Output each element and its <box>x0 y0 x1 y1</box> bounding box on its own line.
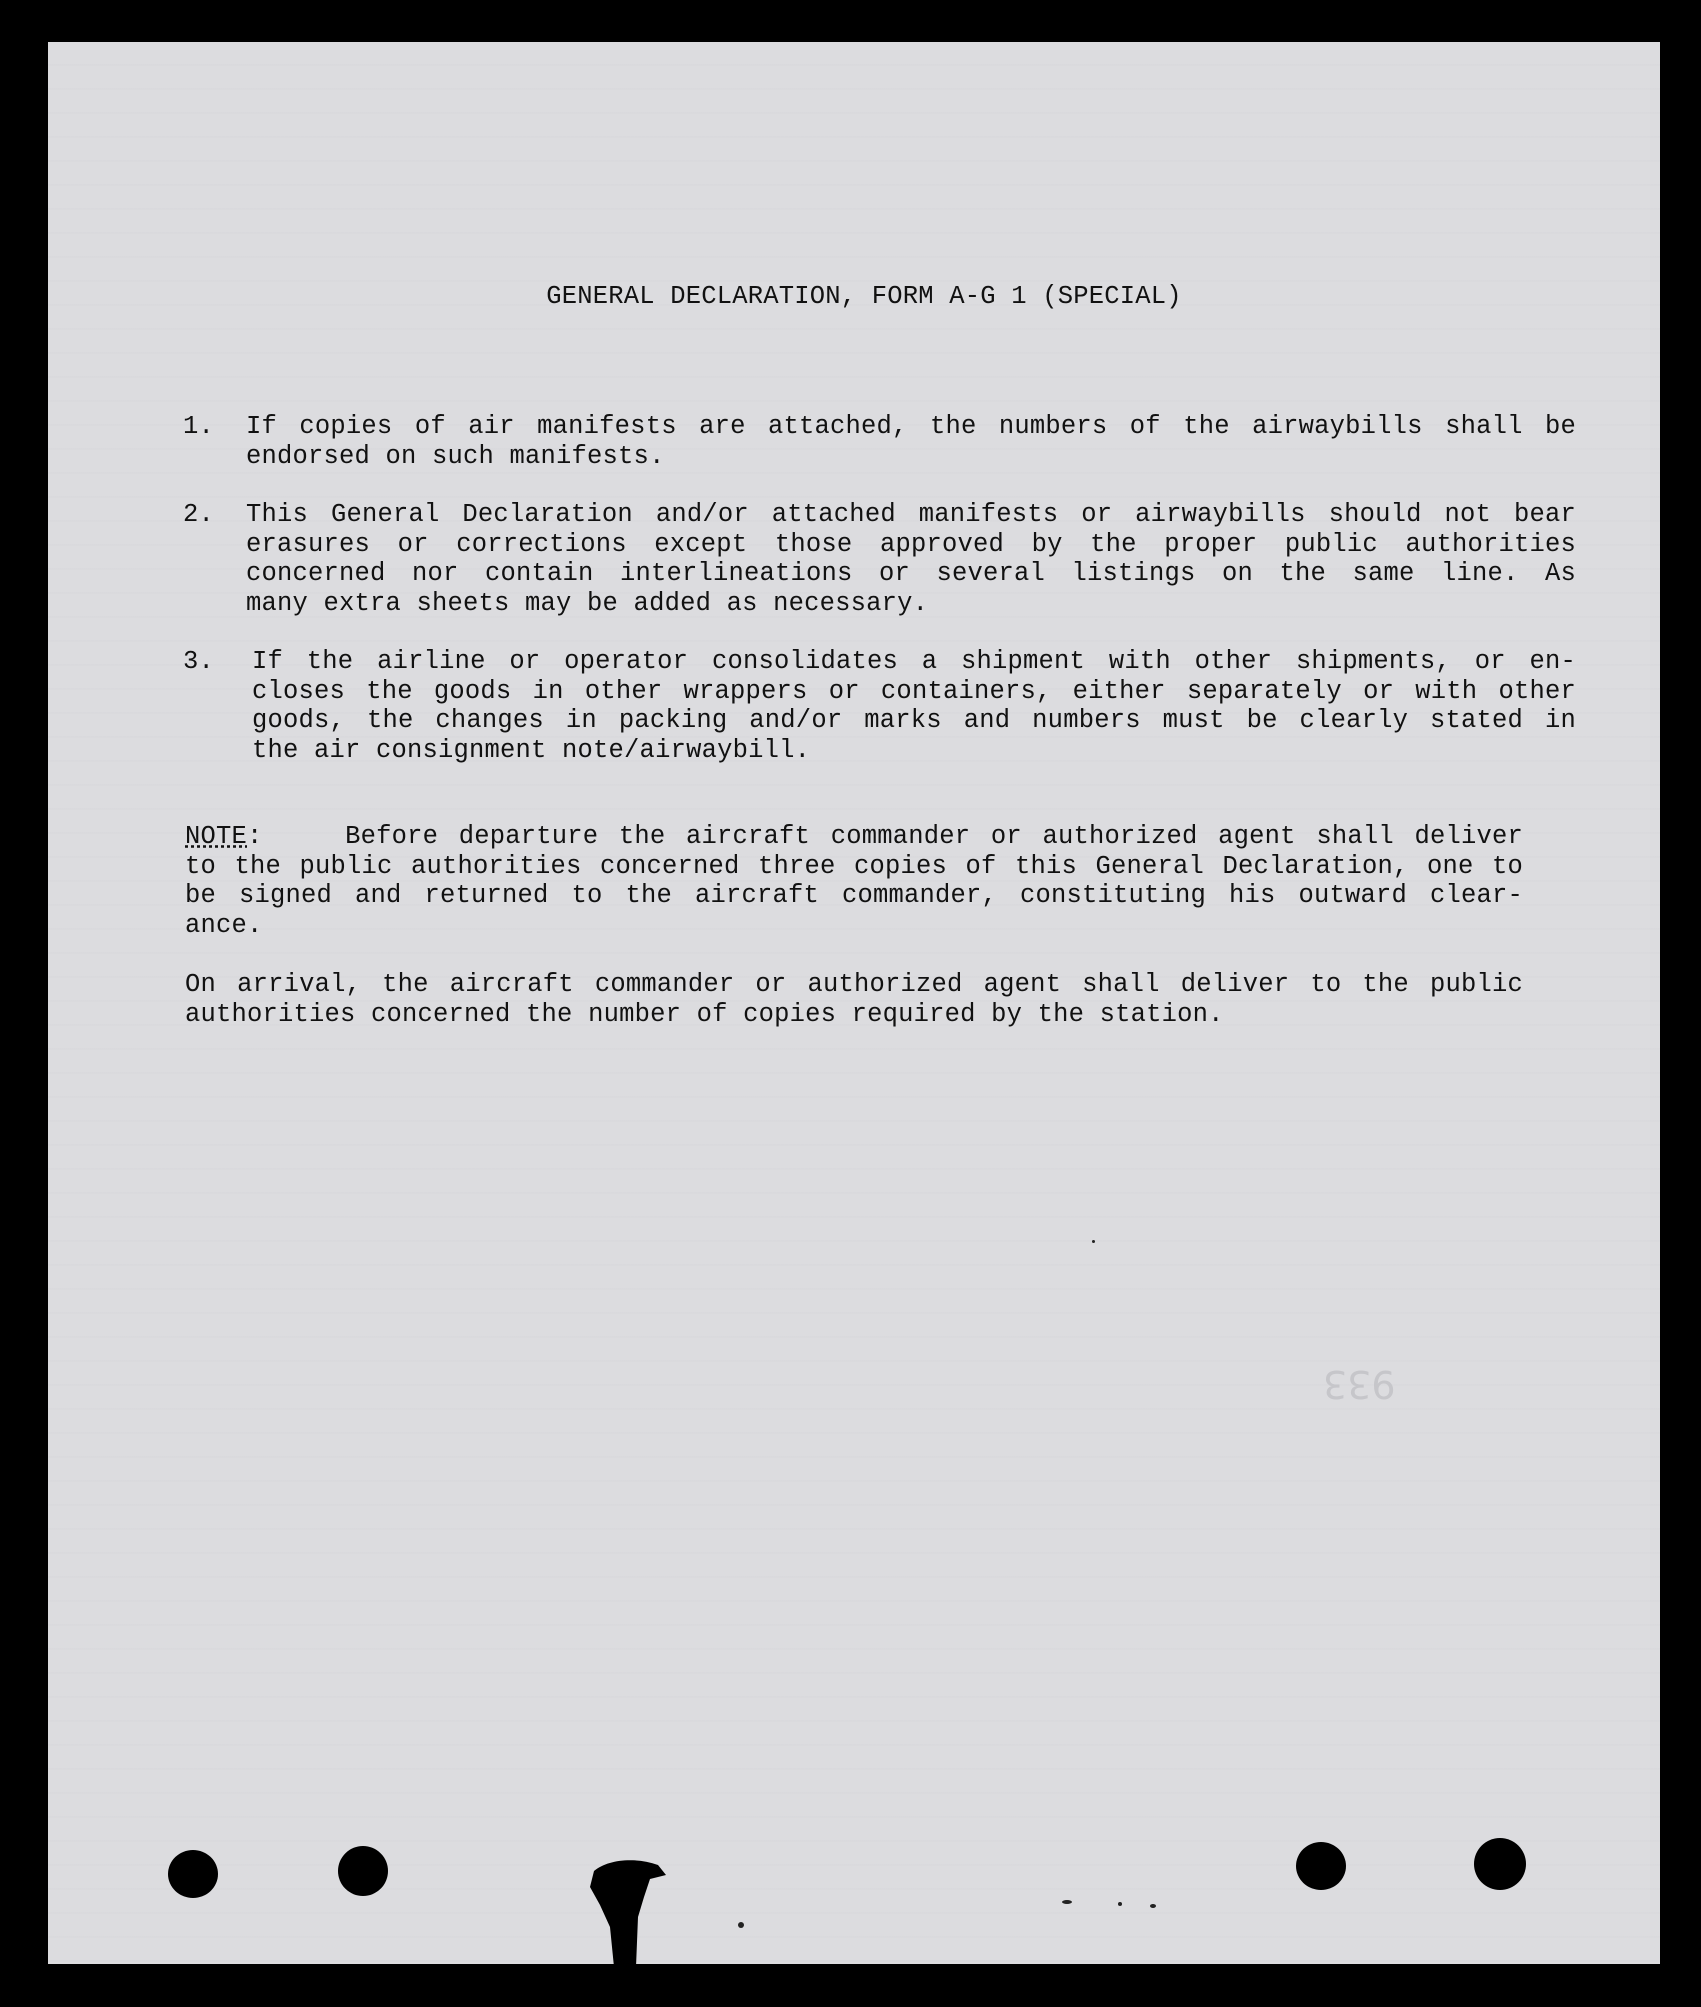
note-first-line <box>185 822 1523 852</box>
arrival-paragraph <box>185 970 1523 1029</box>
item-number: 1. <box>183 412 215 441</box>
punch-hole <box>168 1850 218 1898</box>
speck <box>738 1922 744 1928</box>
item-line: goods, the changes in packing and/or marks and numbers must be clearly stated in <box>252 706 1576 735</box>
item-line: closes the goods in other wrappers or containers, either separately or with other <box>252 676 1576 706</box>
note-line: ance. <box>185 910 263 940</box>
note-label: NOTE <box>185 822 248 851</box>
note-line: to the public authorities concerned three copies of this General Declaration, one to <box>185 851 1523 881</box>
punch-hole <box>1296 1842 1346 1890</box>
item-text <box>252 647 1576 765</box>
note-paragraph <box>185 822 1523 940</box>
arrival-line: authorities concerned the number of copies required by the station. <box>185 999 1224 1029</box>
bleed-through-mark: 933 <box>1323 1362 1396 1406</box>
torn-notch-mark <box>588 1857 678 1964</box>
punch-hole <box>338 1846 388 1896</box>
document-page <box>48 42 1660 1964</box>
item-line: many extra sheets may be added as necessary. <box>246 588 929 618</box>
item-line: endorsed on such manifests. <box>246 441 665 471</box>
speck <box>1118 1902 1122 1906</box>
item-text <box>246 412 1576 471</box>
item-number: 3. <box>183 647 215 676</box>
item-line: If copies of air manifests are attached, the numbers of the airwaybills shall be <box>246 412 1576 441</box>
speck <box>1062 1900 1072 1904</box>
item-line: If the airline or operator consolidates a shipment with other shipments, or en- <box>252 647 1576 676</box>
item-line: concerned nor contain interlineations or several listings on the same line. As <box>246 559 1576 588</box>
item-line: This General Declaration and/or attached manifests or airwaybills should not bear <box>246 500 1576 529</box>
punch-hole <box>1474 1838 1526 1890</box>
item-number: 2. <box>183 500 215 529</box>
speck <box>1092 1240 1095 1243</box>
item-line: erasures or corrections except those approved by the proper public authorities <box>246 529 1576 559</box>
note-line: be signed and returned to the aircraft commander, constituting his outward clear- <box>185 881 1523 910</box>
item-line: the air consignment note/airwaybill. <box>252 735 811 765</box>
arrival-line: On arrival, the aircraft commander or authorized agent shall deliver to the public <box>185 970 1523 999</box>
page-title: GENERAL DECLARATION, FORM A-G 1 (SPECIAL) <box>546 282 1182 311</box>
item-text <box>246 500 1576 618</box>
speck <box>1150 1904 1156 1908</box>
note-line: : Before departure the aircraft commander or authorized agent shall deliver <box>247 822 1523 851</box>
